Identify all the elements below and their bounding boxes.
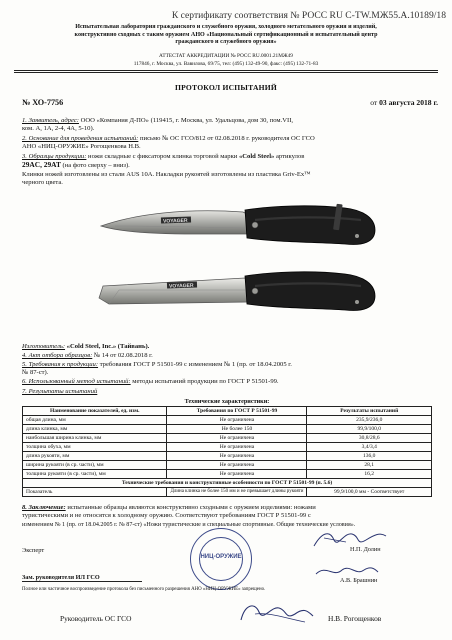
requirements-text-1: требования ГОСТ Р 51501-99 с изменением № 1 (пр. от 18.04.2005 г. — [98, 361, 292, 368]
table-caption: Технические характеристики: — [184, 398, 270, 405]
table-header-cell: Результаты испытаний — [307, 407, 432, 416]
certificate-reference: К сертификату соответствия № РОСС RU С-TW.МЖ55.А.10189/18 — [171, 10, 446, 21]
act-label: 4. Акт отбора образцов: — [22, 352, 93, 359]
item-manufacturer — [22, 343, 442, 351]
table-indicator-row — [23, 488, 432, 497]
samples-articles-note: (на фото сверху – вниз). — [60, 162, 130, 170]
item-requirements — [22, 361, 442, 378]
head-label: Руководитель ОС ГСО — [60, 614, 132, 623]
lab-header — [10, 24, 442, 47]
document-title: ПРОТОКОЛ ИСПЫТАНИЙ — [175, 83, 277, 92]
table-cell: Не ограничена — [167, 443, 307, 452]
handle-screw-icon — [355, 300, 359, 304]
lab-header-line-3: гражданского и служебного оружия» — [175, 39, 277, 46]
date-prefix: от — [370, 98, 380, 107]
protocol-number: № ХО-7756 — [22, 98, 64, 107]
table-row — [23, 461, 432, 470]
knife-photo-29ac — [95, 196, 380, 256]
samples-articles: 29AC, 29AT — [22, 160, 61, 170]
item-basis — [22, 135, 442, 152]
act-text: № 14 от 02.08.2018 г. — [92, 352, 153, 359]
deputy-label: Зам. руководителя ИЛ ГСО — [22, 574, 142, 582]
table-cell: 30,8/28,6 — [307, 434, 432, 443]
table-cell: 16,2 — [307, 470, 432, 479]
indicator-result: 99,9/100,0 мм - Соответствует — [307, 488, 432, 497]
item-samples — [22, 153, 442, 187]
knife-photo-29at — [95, 264, 380, 324]
item-results — [22, 388, 442, 396]
table-row — [23, 443, 432, 452]
table-cell: 3,4/3,4 — [307, 443, 432, 452]
indicator-label: Показатель — [23, 488, 167, 497]
date-value: 03 августа 2018 г. — [379, 98, 438, 107]
conclusion-label: 8. Заключение: — [22, 504, 66, 511]
basis-text-1: письмо № ОС ГСО/812 от 02.08.2018 г. руководителя ОС ГСО — [138, 135, 315, 142]
head-name: Н.В. Рогощенков — [328, 614, 382, 623]
expert-name: Н.П. Долин — [350, 546, 381, 553]
table-caption-2: Технические требования и конструктивные особенности по ГОСТ Р 51501-99 (п. 5.6) — [23, 479, 432, 488]
results-label: 7. Результаты испытаний — [22, 388, 98, 395]
handle-griv-ex — [245, 206, 375, 245]
table-header-cell: Требования по ГОСТ Р 51501-99 — [167, 407, 307, 416]
deputy-name: А.В. Брашнин — [340, 577, 378, 584]
manufacturer-text: «Cold Steel, Inc.» (Тайвань). — [65, 343, 150, 350]
table-cell: 28,1 — [307, 461, 432, 470]
table-cell: общая длина, мм — [23, 416, 167, 425]
table-cell: длина рукояти, мм — [23, 452, 167, 461]
applicant-text-1: ООО «Компания Д-ПО» (119415, г. Москва, ул. Удальцова, дом 30, пом.VII, — [78, 117, 294, 124]
item-method — [22, 378, 442, 386]
samples-label: 3. Образцы продукции: — [22, 153, 87, 160]
table-cell: Не ограничена — [167, 434, 307, 443]
table-cell: толщина обуха, мм — [23, 443, 167, 452]
basis-label: 2. Основание для проведения испытаний: — [22, 135, 139, 142]
tech-characteristics-table — [22, 406, 432, 497]
table-cell: Не ограничена — [167, 470, 307, 479]
basis-text-2: АНО «НИЦ-ОРУЖИЕ» Рогощенкова Н.В. — [22, 143, 141, 151]
table-row — [23, 452, 432, 461]
table-caption-row — [23, 479, 432, 488]
stamp-text: НИЦ-ОРУЖИЕ — [200, 554, 242, 560]
handle-screw-icon — [355, 234, 359, 238]
lab-header-line-2: конструктивно сходных с таким оружием АНО «Национальный сертификационный и испытательный центр — [74, 31, 378, 38]
table-row — [23, 425, 432, 434]
blade-logo-text: VOYAGER — [168, 282, 194, 290]
requirements-label: 5. Требования к продукции: — [22, 361, 99, 368]
header-divider — [14, 70, 438, 71]
table-cell: Не ограничена — [167, 452, 307, 461]
table-header-cell: Наименование показателей, ед. изм. — [23, 407, 167, 416]
pivot-screw-icon — [252, 222, 258, 228]
reproduction-note: Полное или частичное воспроизведение протокола без письменного разрешения АНО «НИЦ-ОРУЖИЕ» запрещено. — [22, 587, 266, 592]
head-signature — [235, 596, 315, 628]
applicant-text-2: ком. А, 1А, 2-4, 4А, 5-10). — [22, 125, 95, 133]
table-cell: длина клинка, мм — [23, 425, 167, 434]
manufacturer-label: Изготовитель: — [22, 343, 66, 350]
samples-brand: «Cold Steel» — [238, 153, 275, 160]
table-header-row — [23, 407, 432, 416]
blade-tanto — [99, 278, 251, 304]
indicator-text: Длина клинка не более 150 мм и не превышает длины рукояти — [167, 488, 307, 497]
table-row — [23, 434, 432, 443]
table-cell: толщина рукояти (в ср. части), мм — [23, 470, 167, 479]
table-cell: 99,9/100,0 — [307, 425, 432, 434]
expert-label: Эксперт — [22, 547, 45, 554]
lab-address: 117846, г. Москва, ул. Вавилова, 69/75, тел: (495) 132-49-90, факс: (495) 132-71-83 — [133, 61, 319, 67]
samples-text-4: черного цвета. — [22, 178, 63, 186]
lab-header-line-1: Испытательная лаборатория гражданского и служебного оружия, холодного метательного оружия и изделий, — [75, 24, 377, 30]
conclusion-text-3: изменением № 1 (пр. от 18.04.2005 г. № 87-ст) «Ножи туристические и специальные спортивные. Общие технические условия». — [22, 521, 356, 528]
conclusion-text-2: туристическими и не относятся к холодному оружию. Соответствуют требованиям ГОСТ Р 51501-99 с — [22, 512, 311, 520]
table-cell: Не ограничена — [167, 416, 307, 425]
table-cell: наибольшая ширина клинка, мм — [23, 434, 167, 443]
accreditation: АТТЕСТАТ АККРЕДИТАЦИИ № РОСС RU.0001.21МЖ49 — [159, 53, 293, 59]
pivot-screw-icon — [252, 288, 258, 294]
samples-text-3: Клинки ножей изготовлены из стали AUS 10A. Накладки рукоятей изготовлены из пластика Griv-Ex™ — [22, 170, 311, 178]
table-cell: ширина рукояти (в ср. части), мм — [23, 461, 167, 470]
applicant-label: 1. Заявитель, адрес: — [22, 117, 79, 124]
conclusion-text-1: испытанные образцы являются конструктивно сходными с оружием изделиями: ножами — [65, 504, 316, 511]
organization-stamp — [190, 528, 252, 590]
protocol-date — [300, 98, 438, 107]
header-divider-2 — [14, 72, 438, 73]
table-cell: Не более 150 — [167, 425, 307, 434]
handle-griv-ex — [245, 272, 375, 311]
table-row — [23, 416, 432, 425]
table-cell: 235,9/236,0 — [307, 416, 432, 425]
table-row — [23, 470, 432, 479]
samples-text-1: ножи складные с фиксатором клинка торговой марки — [86, 153, 239, 160]
samples-text-1b: артикулов — [274, 153, 305, 160]
item-applicant — [22, 117, 442, 134]
table-cell: 136,0 — [307, 452, 432, 461]
item-act — [22, 352, 442, 360]
method-text: методы испытаний продукции по ГОСТ Р 51501-99. — [130, 378, 279, 385]
blade-logo-text: VOYAGER — [162, 217, 188, 225]
table-cell: Не ограничена — [167, 461, 307, 470]
method-label: 6. Использованный метод испытаний: — [22, 378, 131, 385]
requirements-text-2: № 87-ст). — [22, 369, 49, 377]
